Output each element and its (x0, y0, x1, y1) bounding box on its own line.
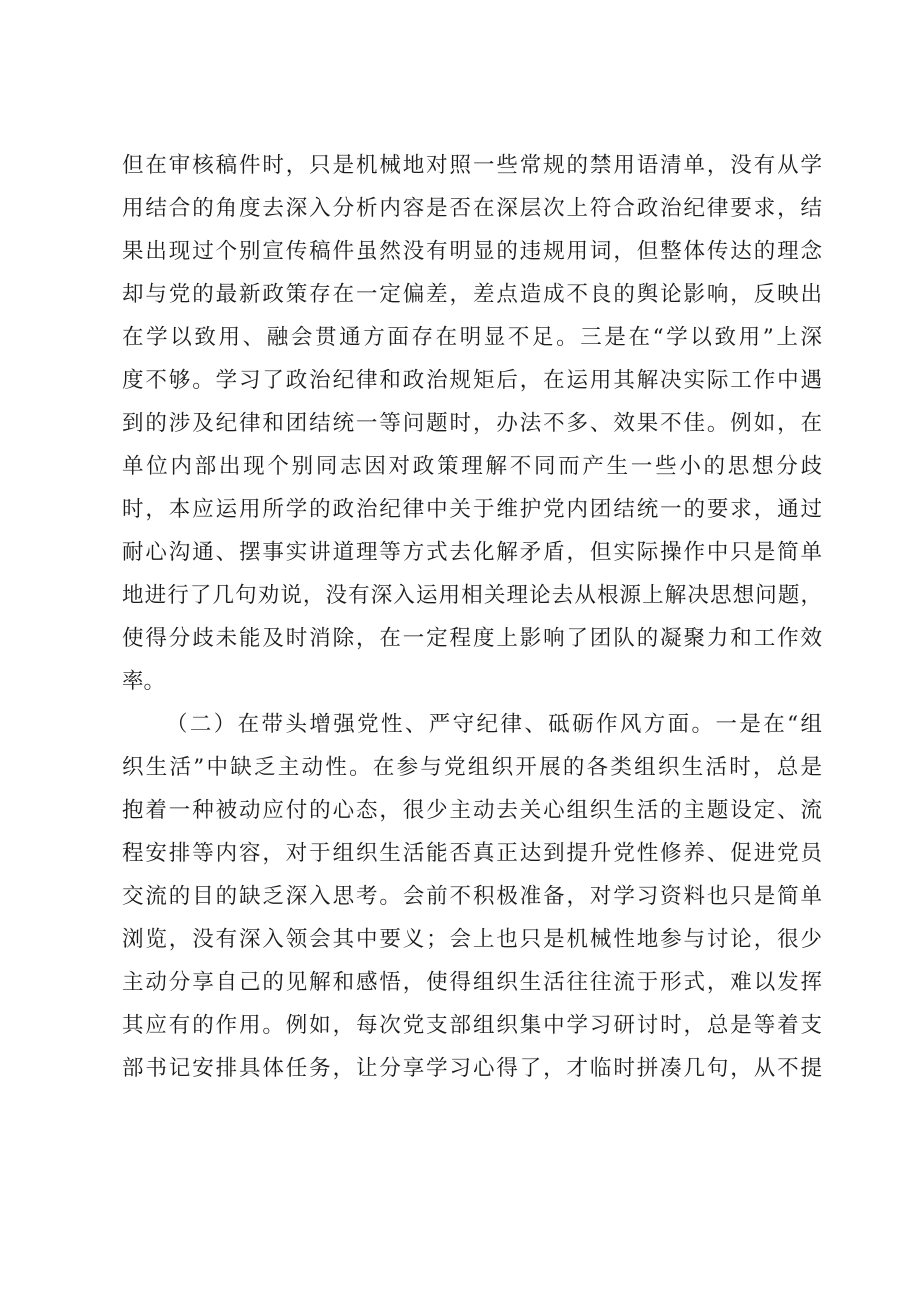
text-line: 度不够。学习了政治纪律和政治规矩后，在运用其解决实际工作中遇 (122, 368, 822, 393)
text-line: 抱着一种被动应付的心态，很少主动去关心组织生活的主题设定、流 (122, 798, 822, 823)
text-line: 交流的目的缺乏深入思考。会前不积极准备，对学习资料也只是简单 (122, 884, 822, 909)
text-line: 织生活”中缺乏主动性。在参与党组织开展的各类组织生活时，总是 (122, 755, 822, 780)
text-line: 浏览，没有深入领会其中要义；会上也只是机械性地参与讨论，很少 (122, 927, 822, 952)
text-line: 到的涉及纪律和团结统一等问题时，办法不多、效果不佳。例如，在 (122, 411, 822, 436)
text-line: （二）在带头增强党性、严守纪律、砥砺作风方面。一是在“组 (166, 712, 822, 737)
text-line: 地进行了几句劝说，没有深入运用相关理论去从根源上解决思想问题， (122, 583, 822, 608)
document-body (122, 144, 822, 1090)
text-line: 其应有的作用。例如，每次党支部组织集中学习研讨时，总是等着支 (122, 1013, 822, 1038)
text-line: 程安排等内容，对于组织生活能否真正达到提升党性修养、促进党员 (122, 841, 822, 866)
text-line: 时，本应运用所学的政治纪律中关于维护党内团结统一的要求，通过 (122, 497, 822, 522)
paragraph (122, 144, 822, 703)
paragraph (122, 703, 822, 1090)
text-line: 部书记安排具体任务，让分享学习心得了，才临时拼凑几句，从不提 (122, 1056, 822, 1081)
text-line: 率。 (122, 669, 166, 694)
text-line: 耐心沟通、摆事实讲道理等方式去化解矛盾，但实际操作中只是简单 (122, 540, 822, 565)
text-line: 在学以致用、融会贯通方面存在明显不足。三是在“学以致用”上深 (122, 325, 822, 350)
text-line: 用结合的角度去深入分析内容是否在深层次上符合政治纪律要求，结 (122, 196, 822, 221)
text-line: 单位内部出现个别同志因对政策理解不同而产生一些小的思想分歧 (122, 454, 822, 479)
text-line: 但在审核稿件时，只是机械地对照一些常规的禁用语清单，没有从学 (122, 153, 822, 178)
text-line: 却与党的最新政策存在一定偏差，差点造成不良的舆论影响，反映出 (122, 282, 822, 307)
text-line: 使得分歧未能及时消除，在一定程度上影响了团队的凝聚力和工作效 (122, 626, 822, 651)
text-line: 果出现过个别宣传稿件虽然没有明显的违规用词，但整体传达的理念 (122, 239, 822, 264)
text-line: 主动分享自己的见解和感悟，使得组织生活往往流于形式，难以发挥 (122, 970, 822, 995)
